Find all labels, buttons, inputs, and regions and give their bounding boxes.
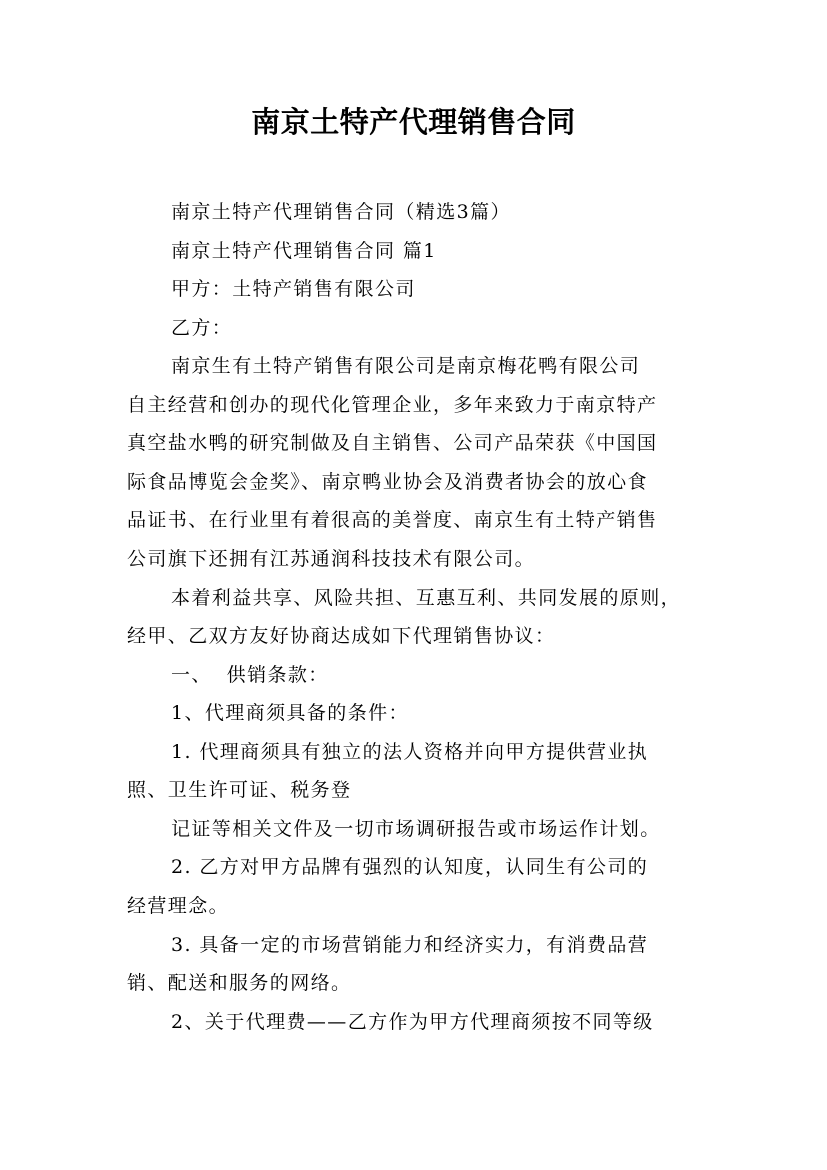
paragraph-line: 品证书、在行业里有着很高的美誉度、南京生有土特产销售	[127, 509, 658, 531]
paragraph-line: 一、 供销条款：	[171, 664, 329, 686]
paragraph-line: 1、代理商须具备的条件：	[171, 702, 409, 724]
paragraph-line: 经甲、乙双方友好协商达成如下代理销售协议：	[127, 625, 556, 647]
paragraph-line: 乙方：	[171, 317, 233, 339]
document-title: 南京土特产代理销售合同	[251, 105, 576, 139]
paragraph-line: 际食品博览会金奖》、南京鸭业协会及消费者协会的放心食	[127, 471, 648, 493]
paragraph-line: 本着利益共享、风险共担、互惠互利、共同发展的原则，	[171, 587, 682, 609]
paragraph-line: 2、关于代理费——乙方作为甲方代理商须按不同等级	[171, 1011, 654, 1033]
paragraph-line: 1. 代理商须具有独立的法人资格并向甲方提供营业执	[171, 741, 649, 763]
paragraph-line: 3. 具备一定的市场营销能力和经济实力，有消费品营	[171, 934, 649, 956]
paragraph-line: 销、配送和服务的网络。	[127, 972, 352, 994]
paragraph-line: 公司旗下还拥有江苏通润科技技术有限公司。	[127, 548, 536, 570]
paragraph-line: 甲方：土特产销售有限公司	[171, 278, 416, 300]
paragraph-line: 南京土特产代理销售合同 篇1	[171, 240, 437, 262]
paragraph-line: 记证等相关文件及一切市场调研报告或市场运作计划。	[171, 818, 661, 840]
paragraph-line: 经营理念。	[127, 895, 230, 917]
paragraph-line: 2. 乙方对甲方品牌有强烈的认知度，认同生有公司的	[171, 856, 649, 878]
paragraph-line: 南京土特产代理销售合同（精选3篇）	[171, 201, 511, 223]
paragraph-line: 真空盐水鸭的研究制做及自主销售、公司产品荣获《中国国	[127, 432, 658, 454]
paragraph-line: 照、卫生许可证、税务登	[127, 779, 352, 801]
paragraph-line: 自主经营和创办的现代化管理企业，多年来致力于南京特产	[127, 394, 658, 416]
paragraph-line: 南京生有土特产销售有限公司是南京梅花鸭有限公司	[171, 355, 641, 377]
